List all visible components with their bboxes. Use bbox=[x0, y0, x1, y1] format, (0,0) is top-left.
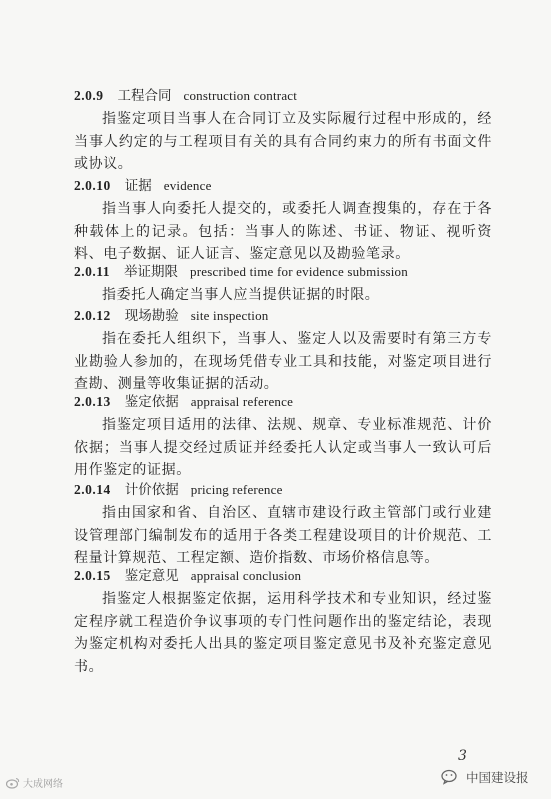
clause-number: 2.0.10 bbox=[74, 178, 111, 193]
term-chinese: 举证期限 bbox=[124, 264, 179, 280]
entry-heading bbox=[74, 262, 492, 282]
term-definition: 指在委托人组织下，当事人、鉴定人以及需要时有第三方专业勘验人参加的，在现场凭借专业工具和技能，对鉴定项目进行查勘、测量等收集证据的活动。 bbox=[74, 331, 492, 392]
term-definition: 指鉴定项目当事人在合同订立及实际履行过程中形成的，经当事人约定的与工程项目有关的具有合同约束力的所有书面文件或协议。 bbox=[74, 111, 492, 172]
clause-number: 2.0.12 bbox=[74, 308, 111, 323]
term-english: evidence bbox=[163, 178, 212, 193]
entry-2-0-13 bbox=[74, 392, 492, 482]
entry-2-0-10 bbox=[74, 176, 492, 266]
entry-heading bbox=[74, 86, 492, 106]
entry-heading bbox=[74, 392, 492, 412]
term-definition: 指由国家和省、自治区、直辖市建设行政主管部门或行业建设管理部门编制发布的适用于各类工程建设项目的计价规范、工程量计算规范、工程定额、造价指数、市场价格信息等。 bbox=[74, 505, 492, 566]
weibo-icon bbox=[6, 777, 20, 789]
term-definition: 指鉴定人根据鉴定依据，运用科学技术和专业知识，经过鉴定程序就工程造价争议事项的专门性问题作出的鉴定结论，表现为鉴定机构对委托人出具的鉴定项目鉴定意见书及补充鉴定意见书。 bbox=[74, 591, 492, 675]
entry-heading bbox=[74, 566, 492, 586]
wechat-icon bbox=[441, 769, 461, 785]
watermark-right bbox=[441, 768, 529, 786]
term-chinese: 鉴定意见 bbox=[124, 568, 179, 584]
clause-number: 2.0.9 bbox=[74, 88, 104, 103]
entry-2-0-12 bbox=[74, 306, 492, 396]
clause-number: 2.0.15 bbox=[74, 568, 111, 583]
clause-number: 2.0.13 bbox=[74, 394, 111, 409]
entry-2-0-9 bbox=[74, 86, 492, 176]
term-english: appraisal reference bbox=[190, 394, 294, 409]
term-chinese: 计价依据 bbox=[124, 482, 179, 498]
entry-2-0-14 bbox=[74, 480, 492, 570]
page-number: 3 bbox=[458, 748, 467, 764]
term-chinese: 证据 bbox=[124, 178, 152, 194]
term-english: prescribed time for evidence submission bbox=[190, 264, 408, 279]
term-chinese: 鉴定依据 bbox=[124, 394, 179, 410]
entry-2-0-11 bbox=[74, 262, 492, 307]
term-chinese: 工程合同 bbox=[117, 88, 172, 104]
term-english: site inspection bbox=[190, 308, 269, 323]
entry-2-0-15 bbox=[74, 566, 492, 678]
term-definition: 指委托人确定当事人应当提供证据的时限。 bbox=[102, 287, 380, 303]
clause-number: 2.0.14 bbox=[74, 482, 111, 497]
entry-heading bbox=[74, 480, 492, 500]
watermark-left-text: 大成网络 bbox=[23, 779, 63, 790]
term-definition: 指当事人向委托人提交的，或委托人调查搜集的，存在于各种载体上的记录。包括：当事人的陈述、书证、物证、视听资料、电子数据、证人证言、鉴定意见以及勘验笔录。 bbox=[74, 201, 492, 262]
term-english: construction contract bbox=[183, 88, 298, 103]
entry-heading bbox=[74, 176, 492, 196]
term-definition: 指鉴定项目适用的法律、法规、规章、专业标准规范、计价依据；当事人提交经过质证并经委托人认定或当事人一致认可后用作鉴定的证据。 bbox=[74, 417, 492, 478]
entry-heading bbox=[74, 306, 492, 326]
term-english: appraisal conclusion bbox=[190, 568, 302, 583]
clause-number: 2.0.11 bbox=[74, 264, 111, 279]
watermark-right-text: 中国建设报 bbox=[466, 770, 529, 785]
term-english: pricing reference bbox=[190, 482, 283, 497]
term-chinese: 现场勘验 bbox=[124, 308, 179, 324]
watermark-left bbox=[6, 775, 63, 790]
